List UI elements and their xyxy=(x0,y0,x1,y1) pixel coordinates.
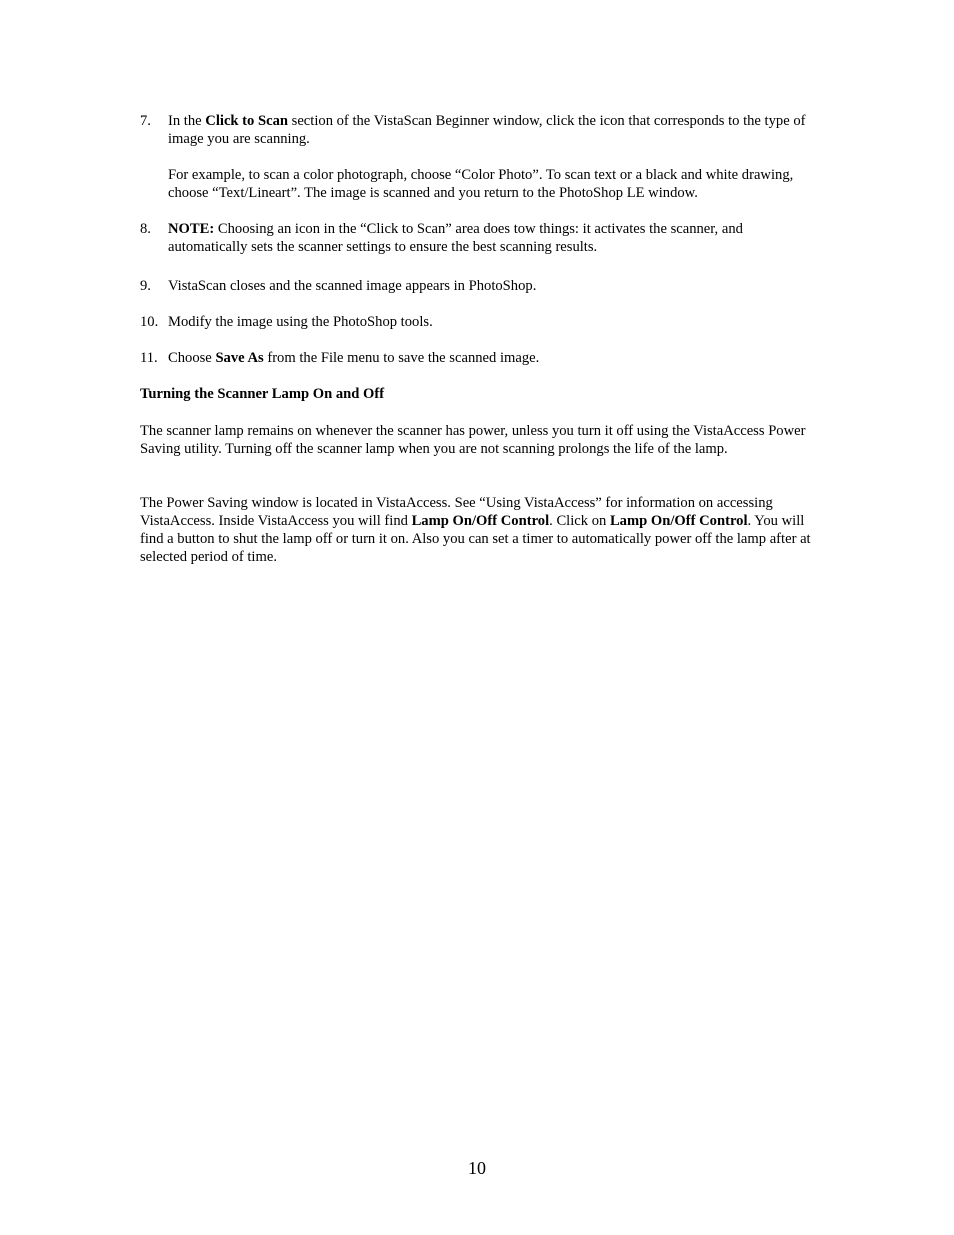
section-heading: Turning the Scanner Lamp On and Off xyxy=(140,386,385,402)
text-run: from the File menu to save the scanned image. xyxy=(263,350,540,366)
step-body xyxy=(168,313,820,331)
text-run: Choosing an icon in the “Click to Scan” area does tow things: it activates the scanner, and automatically sets the scanner settings to ensure the best scanning results. xyxy=(168,221,743,255)
text-run: . You will find a button to shut the lamp off or turn it on. Also you can set a timer to automatically power off the lamp after at selected period of time. xyxy=(140,513,811,565)
note-label: NOTE: xyxy=(168,221,215,237)
step-number: 9. xyxy=(140,278,151,294)
step-paragraph: Modify the image using the PhotoShop tools. xyxy=(168,314,433,330)
step-paragraph xyxy=(168,349,820,367)
step-number: 8. xyxy=(140,221,151,237)
section-paragraph-2 xyxy=(140,494,816,566)
bold-term: Lamp On/Off Control xyxy=(411,513,550,529)
step-number: 10. xyxy=(140,314,159,330)
text-run: In the xyxy=(168,113,206,129)
step-number: 11. xyxy=(140,350,158,366)
step-paragraph: For example, to scan a color photograph, choose “Color Photo”. To scan text or a black and white drawing, choose “Text/Lineart”. The image is scanned and you return to the PhotoShop LE window. xyxy=(168,167,794,201)
section-paragraph-1: The scanner lamp remains on whenever the scanner has power, unless you turn it off using the VistaAccess Power Saving utility. Turning off the scanner lamp when you are not scanning prolongs the life of the lamp. xyxy=(140,423,806,457)
bold-term: Click to Scan xyxy=(205,113,288,129)
step-body xyxy=(168,112,820,202)
step-number: 7. xyxy=(140,113,151,129)
text-run: The Power Saving window is located in VistaAccess. See “Using VistaAccess” for information on accessing VistaAccess. Inside VistaAccess you will find xyxy=(140,495,773,529)
step-paragraph xyxy=(168,220,820,256)
page-number: 10 xyxy=(468,1158,486,1178)
text-run: section of the VistaScan Beginner window, click the icon that corresponds to the type of image you are scanning. xyxy=(168,113,806,147)
bold-term: Lamp On/Off Control xyxy=(609,513,748,529)
step-paragraph xyxy=(168,112,820,148)
step-paragraph: VistaScan closes and the scanned image appears in PhotoShop. xyxy=(168,278,537,294)
step-body xyxy=(168,277,820,295)
step-body xyxy=(168,349,820,367)
bold-term: Save As xyxy=(215,350,264,366)
text-run: . Click on xyxy=(549,513,610,529)
text-run: Choose xyxy=(168,350,216,366)
step-body xyxy=(168,220,820,256)
